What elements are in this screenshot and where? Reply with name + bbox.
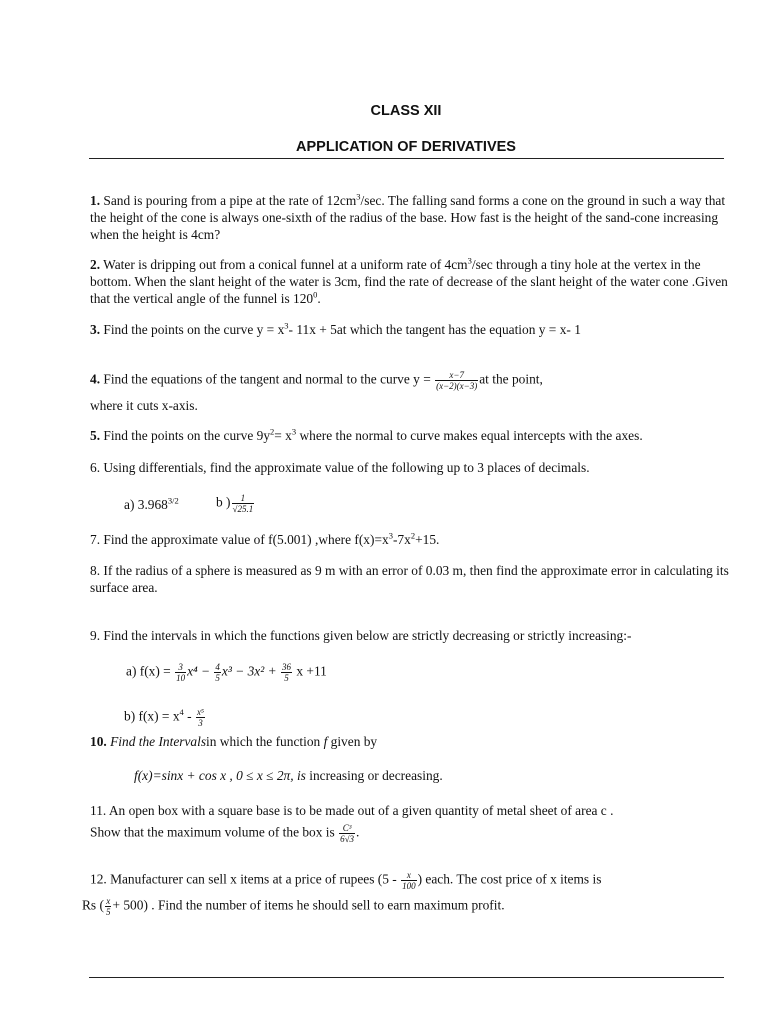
fraction: $\frac{x}{100}$ bbox=[402, 870, 416, 891]
header-divider bbox=[89, 158, 724, 159]
question-1: 1. Sand is pouring from a pipe at the rate of $12cm^3/\sec$. The falling sand forms a cone on the ground in such a way that the height of the cone is always one-sixth of the radius of the base. How fast is the height of the sand-cone increasing when the height is 4cm? bbox=[90, 191, 726, 242]
footer-divider bbox=[89, 977, 724, 978]
question-9-part-a: a) f(x) = $\frac{3}{10}$ x⁴ − $\frac{4}{5}$ x³ − 3x² + $\frac{36}{5}$ x +11 bbox=[126, 662, 327, 683]
fraction: $\frac{\text{C³}}{6√3}$ bbox=[340, 823, 355, 844]
fraction: $\frac{1}{√25.1}$ bbox=[232, 493, 254, 514]
question-12: 12. Manufacturer can sell x items at a price of rupees (5 - $\frac{x}{100}$ ) each. The cost price of x items is bbox=[90, 870, 602, 891]
question-number: 4. bbox=[90, 371, 101, 387]
question-4: 4. Find the equations of the tangent and normal to the curve y = $\frac{x-7}{(x-2)(x-3)}$ at the point, bbox=[90, 370, 543, 391]
question-3: 3. Find the points on the curve $y = x^3-$ 11x + 5at which the tangent has the equation y = x- 1 bbox=[90, 320, 581, 337]
fraction: $\frac{x}{5}$ bbox=[105, 896, 111, 917]
question-11-continuation: Show that the maximum volume of the box is $\frac{\text{C³}}{6√3}$ . bbox=[90, 823, 360, 844]
fraction: $\frac{4}{5}$ bbox=[215, 662, 220, 683]
question-7: 7. Find the approximate value of f(5.001) ,where $f(x)=x^3-7x^2+15$. bbox=[90, 530, 440, 547]
question-number: 5. bbox=[90, 428, 101, 443]
question-9: 9. Find the intervals in which the functions given below are strictly decreasing or strictly increasing:- bbox=[90, 628, 632, 643]
question-4-continuation: where it cuts x-axis. bbox=[90, 398, 198, 413]
question-6-part-b: b ) $\frac{1}{√25.1}$ bbox=[216, 493, 254, 514]
question-number: 1. bbox=[90, 193, 101, 208]
fraction: $\frac{36}{5}$ bbox=[282, 662, 291, 683]
question-11: 11. An open box with a square base is to be made out of a given quantity of metal sheet of area c . bbox=[90, 803, 614, 818]
question-6: 6. Using differentials, find the approximate value of the following up to 3 places of decimals. bbox=[90, 460, 590, 475]
question-8: 8. If the radius of a sphere is measured as 9 m with an error of 0.03 m, then find the approximate error in calculating its surface area. bbox=[90, 563, 729, 595]
question-10-expression: f(x)=sinx + cos x , 0 ≤ x ≤ 2π, is increasing or decreasing. bbox=[134, 768, 443, 783]
fraction: $\frac{3}{10}$ bbox=[176, 662, 186, 683]
question-10: 10. Find the Intervalsin which the function f given by bbox=[90, 734, 378, 749]
class-title: CLASS XII bbox=[370, 103, 442, 119]
question-2: 2. Water is dripping out from a conical funnel at a uniform rate of $4cm^3/\sec$ through a tiny hole at the vertex in the bottom. When the slant height of the water is 3cm, find the rate of decrease of the slant height of the water cone .Given that the vertical angle of the funnel is $120^0$. bbox=[90, 255, 728, 306]
question-12-continuation: Rs ( $\frac{x}{5}$ + 500) . Find the number of items he should sell to earn maximum profit. bbox=[82, 896, 505, 917]
question-number: 2. bbox=[90, 257, 101, 272]
question-9-part-b: b) $f(x) = x^4$ - $\frac{\text{x⁵}}{3}$ bbox=[124, 707, 205, 728]
question-6-part-a: a) $3.968^{3/2}$ bbox=[124, 495, 179, 512]
question-5: 5. Find the points on the curve $9y^2= x^3$ where the normal to curve makes equal intercepts with the axes. bbox=[90, 426, 643, 443]
subject-title: APPLICATION OF DERIVATIVES bbox=[296, 139, 516, 155]
fraction: $\frac{x-7}{(x-2)(x-3)}$ bbox=[436, 370, 478, 391]
question-number: 10. bbox=[90, 734, 107, 749]
question-number: 3. bbox=[90, 322, 101, 337]
fraction: $\frac{\text{x⁵}}{3}$ bbox=[196, 707, 205, 728]
